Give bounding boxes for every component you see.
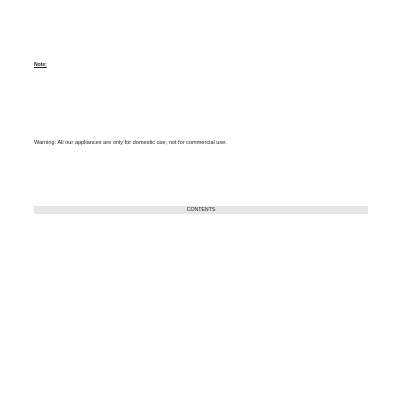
domestic-use-warning: Warning: All our appliances are only for domestic use, not for commercial use.	[34, 140, 227, 146]
list-item[interactable]	[34, 233, 234, 243]
list-item[interactable]	[34, 242, 234, 252]
list-item[interactable]	[34, 280, 234, 290]
list-item[interactable]	[34, 299, 234, 309]
note-label: Note:	[34, 62, 47, 68]
list-item[interactable]	[34, 223, 234, 233]
list-item[interactable]	[34, 290, 234, 300]
list-item[interactable]	[34, 261, 234, 271]
list-item[interactable]	[34, 252, 234, 262]
list-item[interactable]	[34, 271, 234, 281]
list-item[interactable]	[34, 309, 234, 319]
contents-heading: CONTENTS	[34, 206, 368, 214]
contents-list	[34, 223, 234, 318]
